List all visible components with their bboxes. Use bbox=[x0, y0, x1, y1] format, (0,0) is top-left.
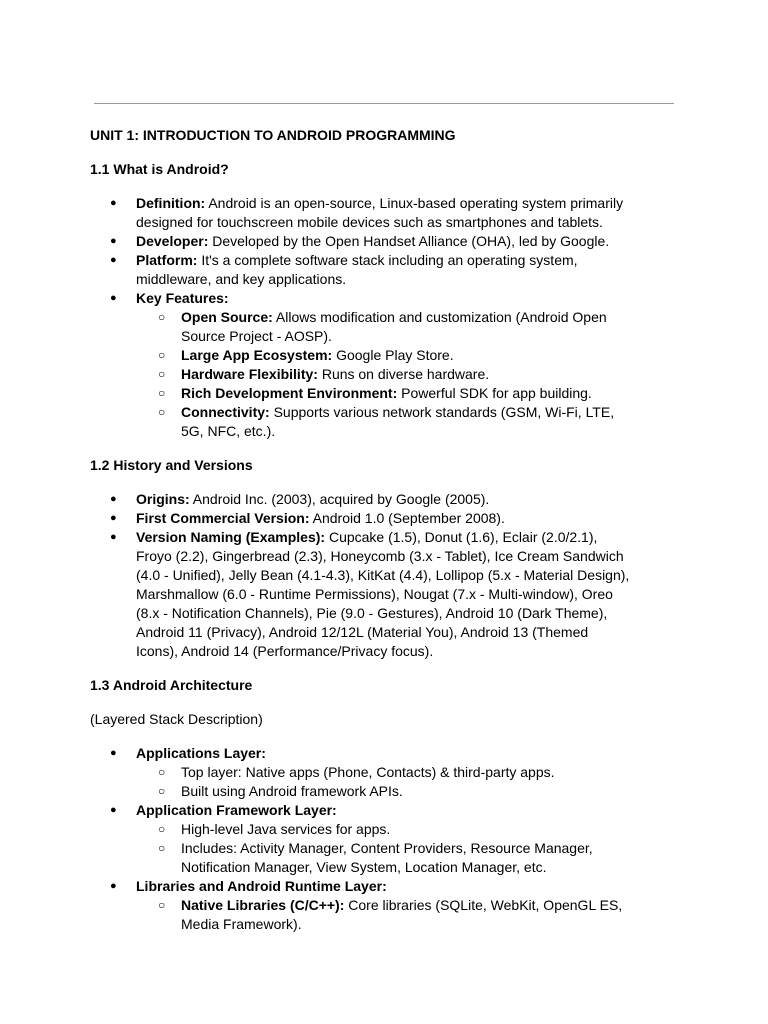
feature-connectivity bbox=[136, 403, 630, 441]
architecture-subtitle: (Layered Stack Description) bbox=[90, 711, 263, 727]
sub-text: Includes: Activity Manager, Content Providers, Resource Manager, Notification Manager, View System, Location Manager, etc. bbox=[181, 840, 593, 875]
list-item-definition bbox=[90, 194, 630, 232]
applications-sublist bbox=[136, 763, 630, 801]
list-item-first-version bbox=[90, 509, 630, 528]
item-label: Origins: bbox=[136, 491, 190, 507]
feature-text: Supports various network standards (GSM, Wi-Fi, LTE, 5G, NFC, etc.). bbox=[181, 404, 615, 439]
sub-text: Core libraries (SQLite, WebKit, OpenGL ES, Media Framework). bbox=[181, 897, 623, 932]
layer-label: Applications Layer: bbox=[136, 745, 266, 761]
feature-label: Connectivity: bbox=[181, 404, 270, 420]
item-label: Key Features: bbox=[136, 290, 229, 306]
layer-libraries-runtime bbox=[90, 877, 630, 934]
key-features-list bbox=[136, 308, 630, 441]
architecture-list bbox=[90, 744, 630, 934]
item-label: First Commercial Version: bbox=[136, 510, 310, 526]
feature-hardware-flexibility bbox=[136, 365, 630, 384]
sublist-item bbox=[136, 839, 630, 877]
sub-label: Native Libraries (C/C++): bbox=[181, 897, 345, 913]
framework-sublist bbox=[136, 820, 630, 877]
item-text: Android Inc. (2003), acquired by Google (2005). bbox=[189, 491, 490, 507]
feature-dev-environment bbox=[136, 384, 630, 403]
section-heading-history: 1.2 History and Versions bbox=[90, 457, 253, 473]
section-heading-architecture: 1.3 Android Architecture bbox=[90, 677, 253, 693]
item-text: Cupcake (1.5), Donut (1.6), Eclair (2.0/2.1), Froyo (2.2), Gingerbread (2.3), Honeycomb (3.x - Tablet), Ice Cream Sandwich (4.0 - Unified), Jelly Bean (4.1-4.3), KitKat (4.4), Lollipop (5.x - Material Design), Marshmallow (6.0 - Runtime Permissions), Nougat (7.x - Multi-window), Oreo (8.x - Notification Channels), Pie (9.0 - Gestures), Android 10 (Dark Theme), Android 11 (Privacy), Android 12/12L (Material You), Android 13 (Themed Icons), Android 14 (Performance/Privacy focus). bbox=[136, 529, 630, 659]
item-label: Version Naming (Examples): bbox=[136, 529, 326, 545]
feature-text: Allows modification and customization (Android Open Source Project - AOSP). bbox=[181, 309, 607, 344]
feature-label: Open Source: bbox=[181, 309, 273, 325]
document-body bbox=[90, 126, 690, 934]
list-item-key-features bbox=[90, 289, 630, 441]
sublist-item bbox=[136, 896, 630, 934]
feature-open-source bbox=[136, 308, 630, 346]
history-list bbox=[90, 490, 630, 661]
feature-text: Google Play Store. bbox=[332, 347, 454, 363]
feature-label: Large App Ecosystem: bbox=[181, 347, 333, 363]
layer-label: Application Framework Layer: bbox=[136, 802, 337, 818]
feature-label: Rich Development Environment: bbox=[181, 385, 398, 401]
section-heading-what-is-android: 1.1 What is Android? bbox=[90, 161, 229, 177]
list-item-version-naming bbox=[90, 528, 630, 661]
item-text: It's a complete software stack including an operating system, middleware, and key applications. bbox=[136, 252, 578, 287]
item-text: Developed by the Open Handset Alliance (OHA), led by Google. bbox=[208, 233, 610, 249]
layer-label: Libraries and Android Runtime Layer: bbox=[136, 878, 387, 894]
feature-text: Powerful SDK for app building. bbox=[397, 385, 592, 401]
sublist-item bbox=[136, 782, 630, 801]
what-is-android-list bbox=[90, 194, 630, 441]
item-text: Android is an open-source, Linux-based operating system primarily designed for touchscreen mobile devices such as smartphones and tablets. bbox=[136, 195, 624, 230]
item-label: Developer: bbox=[136, 233, 209, 249]
item-label: Definition: bbox=[136, 195, 206, 211]
sublist-item bbox=[136, 820, 630, 839]
sub-text: High-level Java services for apps. bbox=[181, 821, 391, 837]
list-item-developer bbox=[90, 232, 630, 251]
feature-label: Hardware Flexibility: bbox=[181, 366, 318, 382]
sublist-item bbox=[136, 763, 630, 782]
feature-app-ecosystem bbox=[136, 346, 630, 365]
item-text: Android 1.0 (September 2008). bbox=[309, 510, 505, 526]
feature-text: Runs on diverse hardware. bbox=[317, 366, 490, 382]
layer-application-framework bbox=[90, 801, 630, 877]
libraries-sublist bbox=[136, 896, 630, 934]
header-divider bbox=[94, 103, 674, 104]
sub-text: Top layer: Native apps (Phone, Contacts) & third-party apps. bbox=[181, 764, 555, 780]
layer-applications bbox=[90, 744, 630, 801]
page-title: UNIT 1: INTRODUCTION TO ANDROID PROGRAMMING bbox=[90, 127, 456, 143]
sub-text: Built using Android framework APIs. bbox=[181, 783, 403, 799]
item-label: Platform: bbox=[136, 252, 198, 268]
list-item-platform bbox=[90, 251, 630, 289]
list-item-origins bbox=[90, 490, 630, 509]
